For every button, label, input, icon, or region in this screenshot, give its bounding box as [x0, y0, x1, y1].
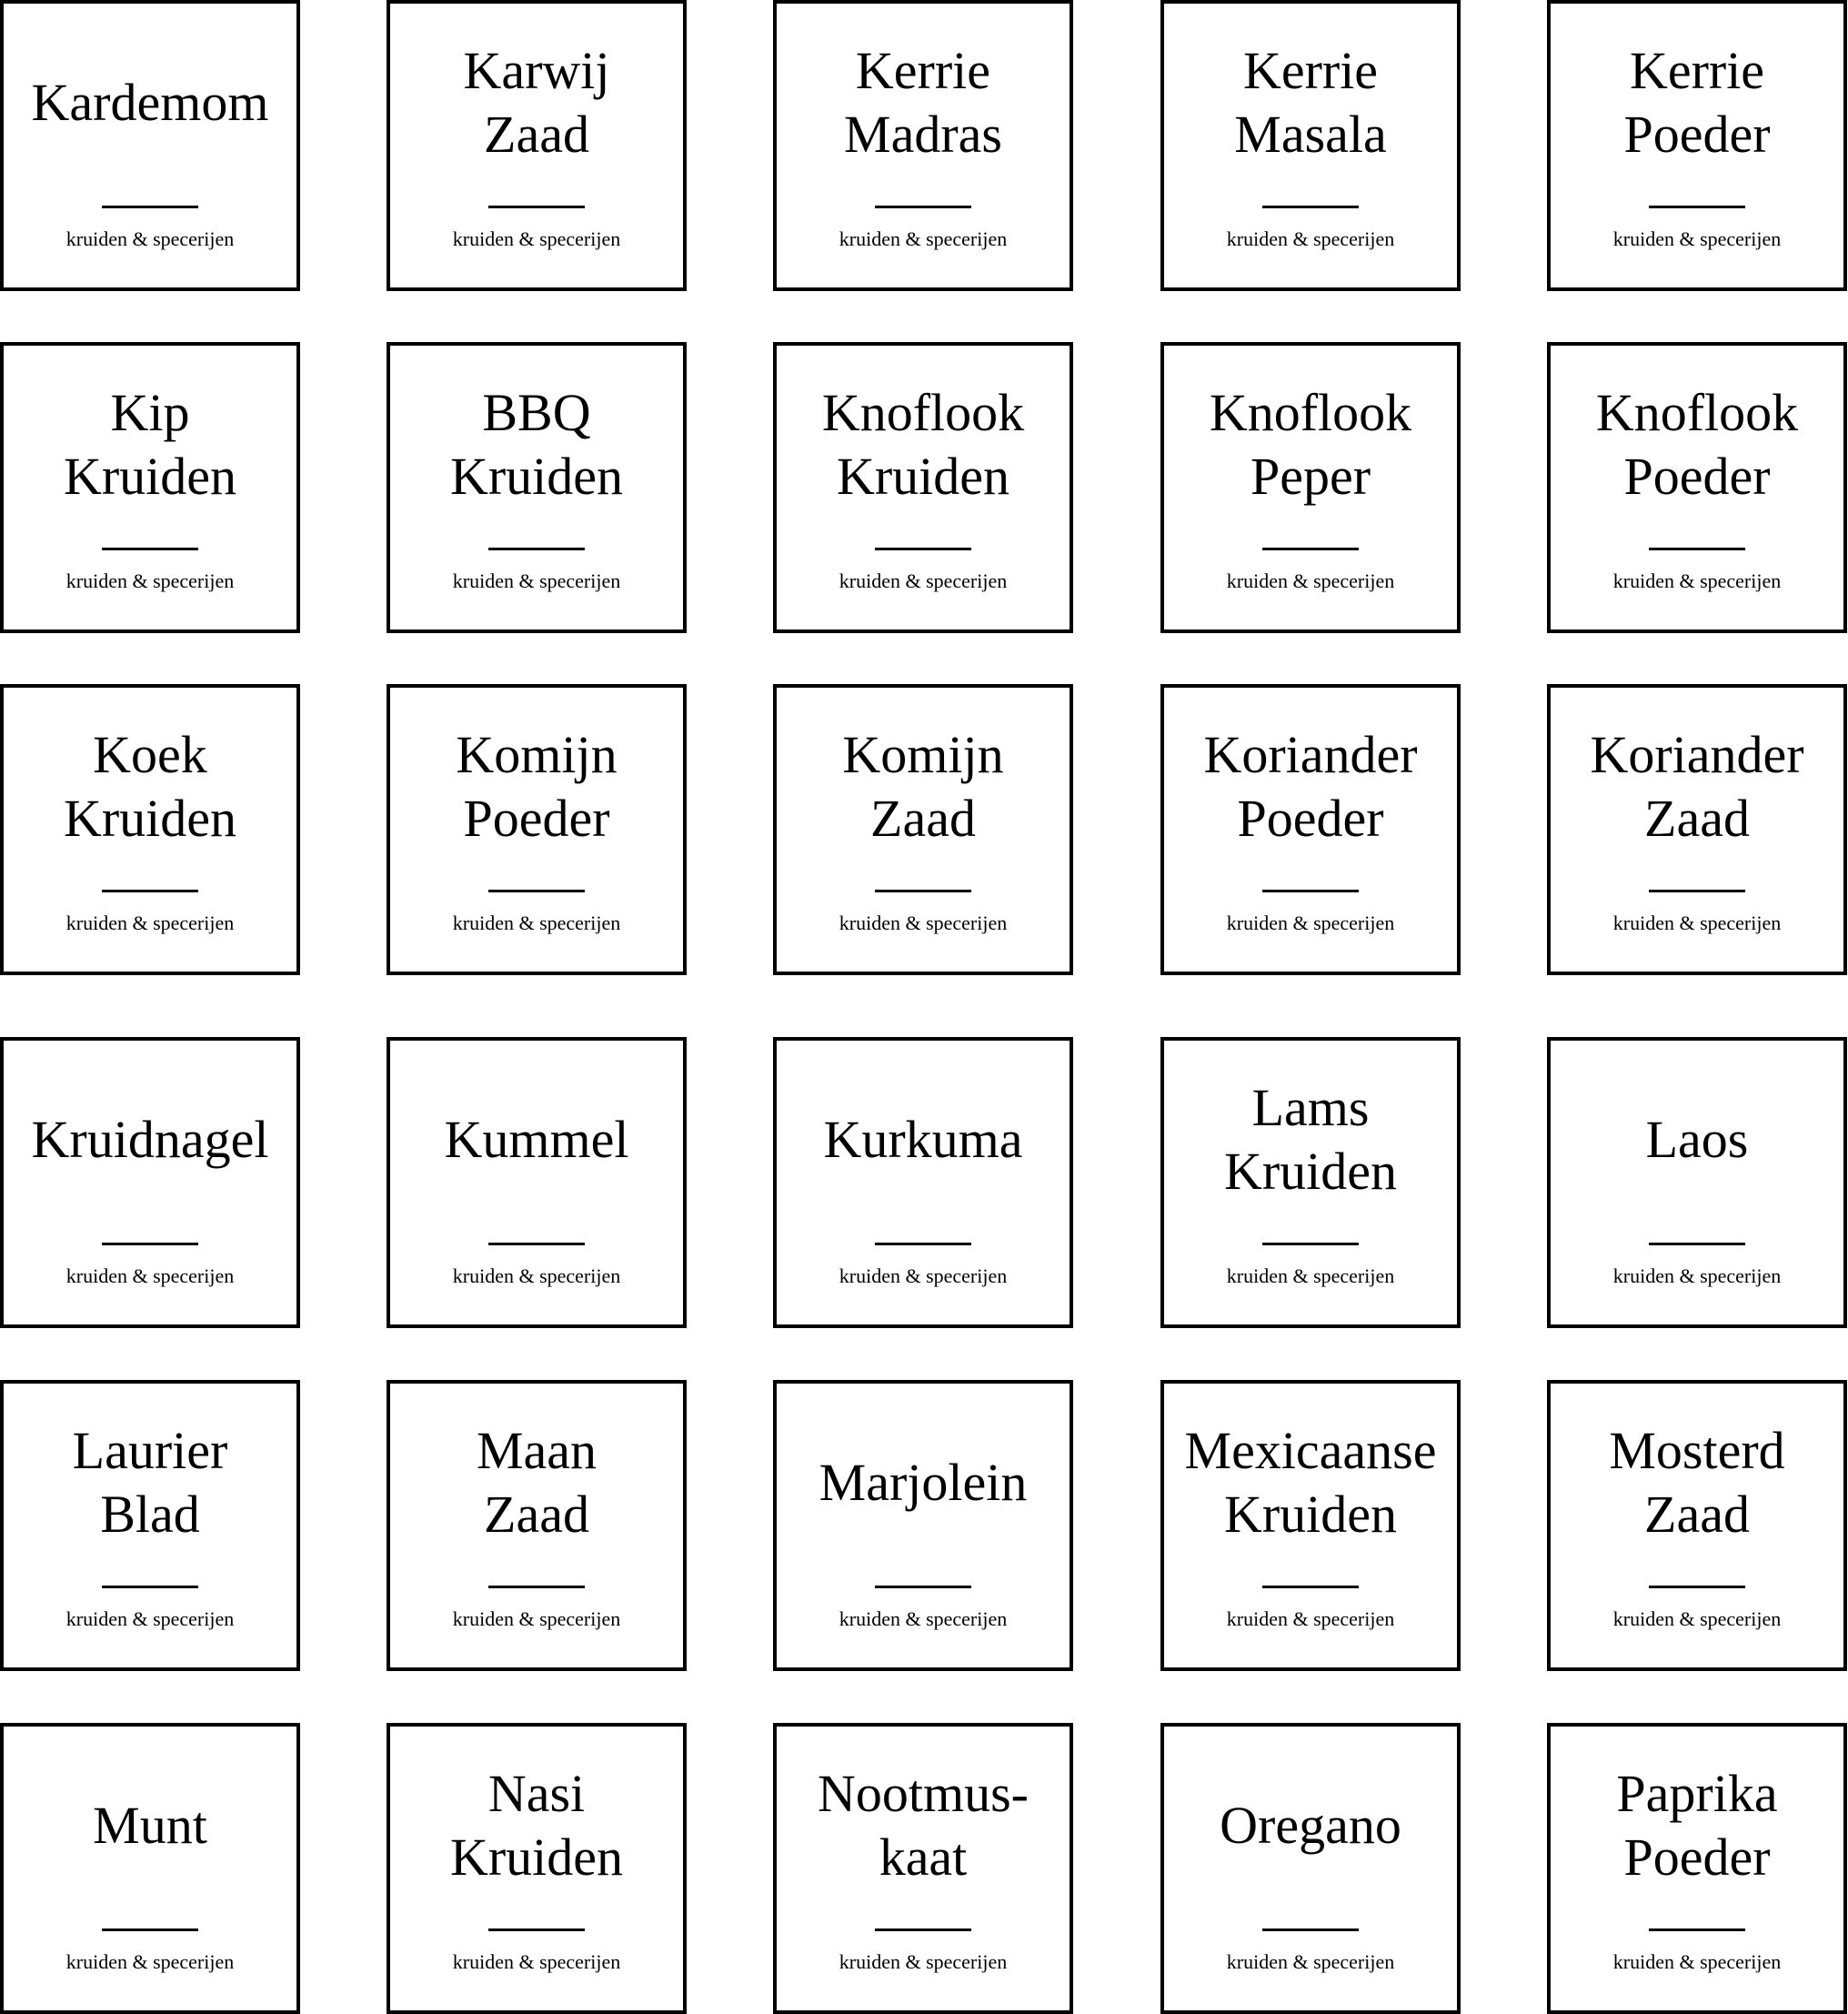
divider-rule: [488, 1586, 585, 1588]
spice-label: [1547, 0, 1847, 291]
divider-rule: [1649, 890, 1745, 892]
spice-label: [773, 1037, 1073, 1328]
divider-rule: [1262, 890, 1359, 892]
spice-label: [773, 0, 1073, 291]
label-subtitle: kruiden & specerijen: [65, 227, 235, 250]
spice-name: Kruidnagel: [31, 1110, 269, 1169]
spice-label: [1160, 0, 1461, 291]
spice-label: [387, 1723, 687, 2014]
label-subtitle: kruiden & specerijen: [1612, 1950, 1782, 1973]
label-subtitle: kruiden & specerijen: [1226, 227, 1395, 250]
label-subtitle: kruiden & specerijen: [839, 1264, 1008, 1287]
divider-rule: [1649, 1243, 1745, 1245]
spice-label: [1547, 1723, 1847, 2014]
spice-label: [387, 684, 687, 975]
spice-label: [1160, 684, 1461, 975]
label-subtitle: kruiden & specerijen: [839, 1607, 1008, 1630]
label-subtitle: kruiden & specerijen: [65, 569, 235, 592]
divider-rule: [875, 548, 971, 550]
divider-rule: [488, 548, 585, 550]
label-subtitle: kruiden & specerijen: [1612, 227, 1782, 250]
spice-name: Maan Zaad: [476, 1421, 598, 1544]
label-subtitle: kruiden & specerijen: [452, 569, 621, 592]
spice-label: [1160, 1723, 1461, 2014]
label-subtitle: kruiden & specerijen: [452, 227, 621, 250]
divider-rule: [488, 1928, 585, 1931]
label-subtitle: kruiden & specerijen: [1226, 911, 1395, 934]
spice-name: Kurkuma: [823, 1110, 1023, 1169]
label-subtitle: kruiden & specerijen: [1612, 911, 1782, 934]
spice-label: [1547, 1037, 1847, 1328]
label-subtitle: kruiden & specerijen: [452, 1607, 621, 1630]
divider-rule: [1262, 1243, 1359, 1245]
spice-label: [1547, 342, 1847, 633]
divider-rule: [102, 548, 198, 550]
spice-label: [773, 1380, 1073, 1671]
label-subtitle: kruiden & specerijen: [1612, 1264, 1782, 1287]
divider-rule: [1649, 548, 1745, 550]
label-subtitle: kruiden & specerijen: [839, 569, 1008, 592]
spice-label: [773, 342, 1073, 633]
spice-name: Oregano: [1220, 1796, 1401, 1855]
spice-name: Kummel: [444, 1110, 629, 1169]
spice-name: Knoflook Peper: [1209, 383, 1412, 506]
spice-name: Komijn Zaad: [842, 725, 1004, 848]
label-subtitle: kruiden & specerijen: [452, 1264, 621, 1287]
divider-rule: [1649, 206, 1745, 208]
spice-name: Koriander Poeder: [1203, 725, 1418, 848]
spice-label: [1160, 342, 1461, 633]
label-subtitle: kruiden & specerijen: [1612, 1607, 1782, 1630]
divider-rule: [488, 1243, 585, 1245]
label-subtitle: kruiden & specerijen: [65, 1264, 235, 1287]
spice-name: Koriander Zaad: [1590, 725, 1804, 848]
divider-rule: [875, 1586, 971, 1588]
divider-rule: [1262, 206, 1359, 208]
divider-rule: [875, 890, 971, 892]
spice-name: Laurier Blad: [72, 1421, 228, 1544]
spice-name: Kerrie Masala: [1234, 41, 1387, 164]
spice-name: Marjolein: [819, 1453, 1028, 1512]
label-subtitle: kruiden & specerijen: [452, 1950, 621, 1973]
divider-rule: [875, 1243, 971, 1245]
spice-label: [1160, 1380, 1461, 1671]
label-subtitle: kruiden & specerijen: [65, 1950, 235, 1973]
spice-name: Laos: [1645, 1110, 1749, 1169]
spice-label: [387, 342, 687, 633]
divider-rule: [1262, 548, 1359, 550]
divider-rule: [875, 1928, 971, 1931]
spice-name: Paprika Poeder: [1616, 1764, 1778, 1887]
divider-rule: [102, 1243, 198, 1245]
divider-rule: [102, 1586, 198, 1588]
spice-name: BBQ Kruiden: [449, 383, 624, 506]
spice-label: [387, 1037, 687, 1328]
spice-label: [387, 0, 687, 291]
spice-label: [0, 1037, 300, 1328]
spice-label: [0, 1380, 300, 1671]
spice-label: [0, 0, 300, 291]
label-subtitle: kruiden & specerijen: [1226, 1950, 1395, 1973]
divider-rule: [875, 206, 971, 208]
spice-name: Koek Kruiden: [63, 725, 237, 848]
label-subtitle: kruiden & specerijen: [65, 911, 235, 934]
spice-label: [0, 1723, 300, 2014]
spice-name: Knoflook Poeder: [1595, 383, 1799, 506]
divider-rule: [102, 206, 198, 208]
spice-name: Mexicaanse Kruiden: [1184, 1421, 1437, 1544]
spice-name: Karwij Zaad: [463, 41, 610, 164]
label-subtitle: kruiden & specerijen: [1612, 569, 1782, 592]
divider-rule: [1649, 1928, 1745, 1931]
spice-name: Kerrie Madras: [844, 41, 1002, 164]
label-subtitle: kruiden & specerijen: [839, 227, 1008, 250]
divider-rule: [1262, 1928, 1359, 1931]
spice-name: Komijn Poeder: [456, 725, 618, 848]
divider-rule: [102, 890, 198, 892]
spice-name: Nootmus- kaat: [818, 1764, 1029, 1887]
spice-name: Nasi Kruiden: [449, 1764, 624, 1887]
spice-name: Mosterd Zaad: [1609, 1421, 1785, 1544]
spice-label: [1547, 684, 1847, 975]
divider-rule: [1262, 1586, 1359, 1588]
spice-label: [1160, 1037, 1461, 1328]
spice-label: [1547, 1380, 1847, 1671]
label-subtitle: kruiden & specerijen: [1226, 1607, 1395, 1630]
divider-rule: [102, 1928, 198, 1931]
label-subtitle: kruiden & specerijen: [839, 911, 1008, 934]
spice-label: [0, 684, 300, 975]
spice-label: [0, 342, 300, 633]
spice-name: Knoflook Kruiden: [821, 383, 1025, 506]
spice-name: Lams Kruiden: [1223, 1078, 1398, 1201]
spice-label: [387, 1380, 687, 1671]
spice-name: Kerrie Poeder: [1623, 41, 1771, 164]
divider-rule: [488, 890, 585, 892]
divider-rule: [488, 206, 585, 208]
spice-name: Munt: [93, 1796, 207, 1855]
label-subtitle: kruiden & specerijen: [1226, 569, 1395, 592]
spice-label: [773, 684, 1073, 975]
label-subtitle: kruiden & specerijen: [65, 1607, 235, 1630]
spice-name: Kardemom: [31, 73, 269, 132]
spice-name: Kip Kruiden: [63, 383, 237, 506]
label-subtitle: kruiden & specerijen: [839, 1950, 1008, 1973]
label-subtitle: kruiden & specerijen: [452, 911, 621, 934]
divider-rule: [1649, 1586, 1745, 1588]
label-subtitle: kruiden & specerijen: [1226, 1264, 1395, 1287]
spice-label: [773, 1723, 1073, 2014]
